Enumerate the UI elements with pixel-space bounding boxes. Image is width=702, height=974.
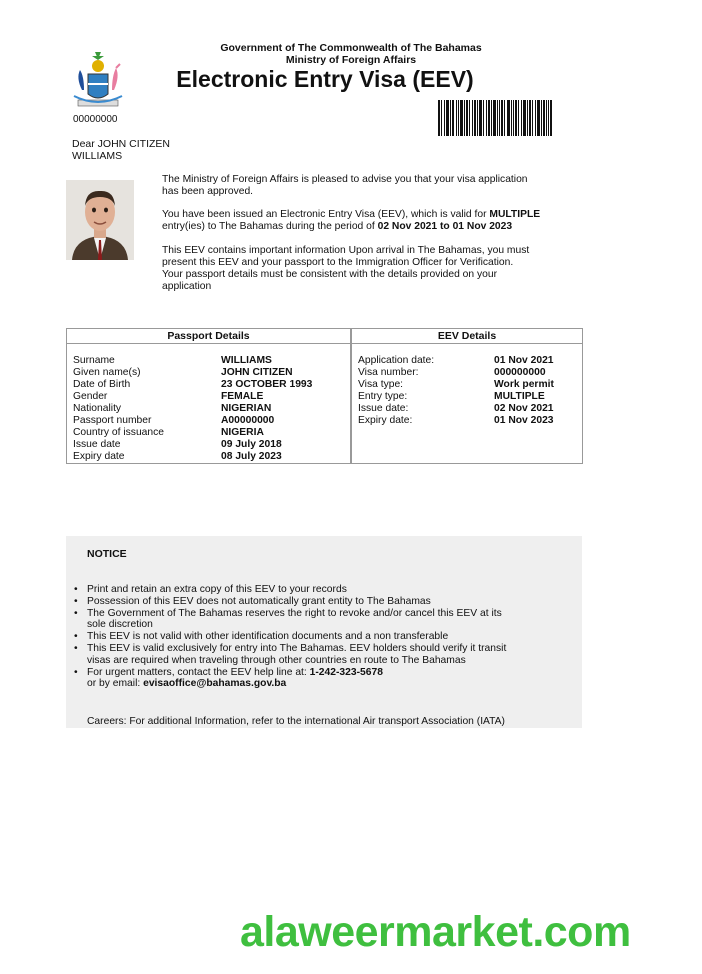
instructions-paragraph (162, 245, 562, 293)
careers-note: Careers: For additional Information, refer to the international Air transport Association (IATA) (87, 716, 505, 727)
eev-row (358, 415, 554, 427)
passport-row (73, 439, 312, 451)
eev-value: 01 Nov 2021 (494, 355, 554, 366)
notice-list (72, 584, 562, 690)
passport-row (73, 415, 312, 427)
notice-panel (66, 536, 582, 728)
eev-label: Visa type: (358, 379, 404, 390)
passport-label: Given name(s) (73, 367, 141, 378)
text-line: sole discretion (87, 619, 153, 631)
passport-label: Date of Birth (73, 379, 131, 390)
helpline-email[interactable]: evisaoffice@bahamas.gov.ba (143, 678, 287, 690)
notice-item (72, 584, 562, 596)
notice-item (72, 631, 562, 643)
eev-value: MULTIPLE (494, 391, 545, 402)
text-line (162, 221, 562, 233)
passport-details-rows (73, 355, 312, 463)
passport-value: JOHN CITIZEN (221, 367, 293, 378)
text-line: The Ministry of Foreign Affairs is pleased to advise you that your visa application (162, 174, 528, 185)
passport-value: A00000000 (221, 415, 275, 426)
passport-label: Issue date (73, 439, 121, 450)
eev-label: Entry type: (358, 391, 408, 402)
passport-value: NIGERIA (221, 427, 264, 438)
text-line: has been approved. (162, 186, 254, 197)
passport-details-panel (66, 328, 351, 464)
passport-row (73, 379, 312, 391)
text-line: • This EEV is valid exclusively for entry into The Bahamas. EEV holders should verify it transit (87, 642, 507, 654)
text-span: or by email: (87, 678, 144, 690)
ministry-name: Ministry of Foreign Affairs (285, 54, 417, 66)
passport-details-heading: Passport Details (67, 329, 350, 344)
text-span: entry(ies) to The Bahamas during the period of (162, 221, 378, 232)
passport-row (73, 403, 312, 415)
passport-value: NIGERIAN (221, 403, 272, 414)
government-name: Government of The Commonwealth of The Bahamas (220, 42, 482, 54)
eev-label: Application date: (358, 355, 435, 366)
passport-value: 09 July 2018 (221, 439, 282, 450)
passport-label: Country of issuance (73, 427, 165, 438)
validity-period-highlight: 02 Nov 2021 to 01 Nov 2023 (377, 221, 513, 232)
approval-paragraph (162, 174, 562, 198)
greeting-line-1: Dear JOHN CITIZEN (72, 138, 171, 150)
watermark-text: alaweermarket.com (240, 908, 631, 956)
eev-value: Work permit (494, 379, 554, 390)
text-line: This EEV contains important information Upon arrival in The Bahamas, you must (162, 245, 530, 256)
text-line: Your passport details must be consistent with the details provided on your (162, 269, 498, 280)
eev-label: Issue date: (358, 403, 409, 414)
passport-value: FEMALE (221, 391, 264, 402)
barcode-icon (438, 100, 552, 136)
eev-row (358, 355, 554, 367)
passport-row (73, 355, 312, 367)
passport-row (73, 451, 312, 463)
document-title: Electronic Entry Visa (EEV) (176, 66, 474, 92)
notice-item (72, 643, 562, 667)
eev-value: 000000000 (494, 367, 546, 378)
eev-details-heading: EEV Details (352, 329, 582, 344)
text-span: Possession of this EEV does not automatically grant entity to The Bahamas (87, 595, 431, 607)
passport-value: 08 July 2023 (221, 451, 282, 462)
passport-label: Nationality (73, 403, 122, 414)
text-span: You have been issued an Electronic Entry Visa (EEV), which is valid for (162, 209, 490, 220)
coat-number: 00000000 (73, 114, 118, 125)
entry-type-highlight: MULTIPLE (489, 209, 541, 220)
passport-label: Gender (73, 391, 108, 402)
helpline-phone: 1-242-323-5678 (309, 666, 383, 678)
passport-row (73, 427, 312, 439)
eev-details-panel (351, 328, 583, 464)
text-span: This EEV is not valid with other identification documents and a non transferable (87, 631, 449, 643)
passport-row (73, 391, 312, 403)
text-line: • The Government of The Bahamas reserves the right to revoke and/or cancel this EEV at its (87, 607, 502, 619)
greeting-line-2: WILLIAMS (72, 150, 123, 162)
text-span: Print and retain an extra copy of this EEV to your records (87, 584, 347, 595)
text-line: visas are required when traveling through other countries en route to The Bahamas (87, 654, 466, 666)
text-line (87, 667, 562, 679)
eev-row (358, 391, 554, 403)
eev-row (358, 379, 554, 391)
notice-item (72, 596, 562, 608)
passport-row (73, 367, 312, 379)
validity-paragraph (162, 209, 562, 233)
coat-of-arms-icon (70, 50, 126, 112)
passport-label: Expiry date (73, 451, 125, 462)
text-line: present this EEV and your passport to the Immigration Officer for Verification. (162, 257, 514, 268)
eev-value: 02 Nov 2021 (494, 403, 554, 414)
eev-details-rows (358, 355, 554, 427)
applicant-photo (66, 180, 134, 260)
text-line (87, 678, 562, 690)
text-line: application (162, 281, 212, 292)
eev-value: 01 Nov 2023 (494, 415, 554, 426)
eev-label: Expiry date: (358, 415, 413, 426)
notice-title: NOTICE (87, 548, 127, 560)
text-span: For urgent matters, contact the EEV help line at: (87, 666, 310, 678)
notice-item (72, 608, 562, 632)
eev-row (358, 403, 554, 415)
eev-label: Visa number: (358, 367, 419, 378)
text-line (162, 209, 562, 221)
passport-label: Surname (73, 355, 115, 366)
passport-value: 23 OCTOBER 1993 (221, 379, 313, 390)
passport-value: WILLIAMS (221, 355, 272, 366)
eev-row (358, 367, 554, 379)
notice-item (72, 667, 562, 691)
greeting (72, 138, 170, 162)
passport-label: Passport number (73, 415, 152, 426)
